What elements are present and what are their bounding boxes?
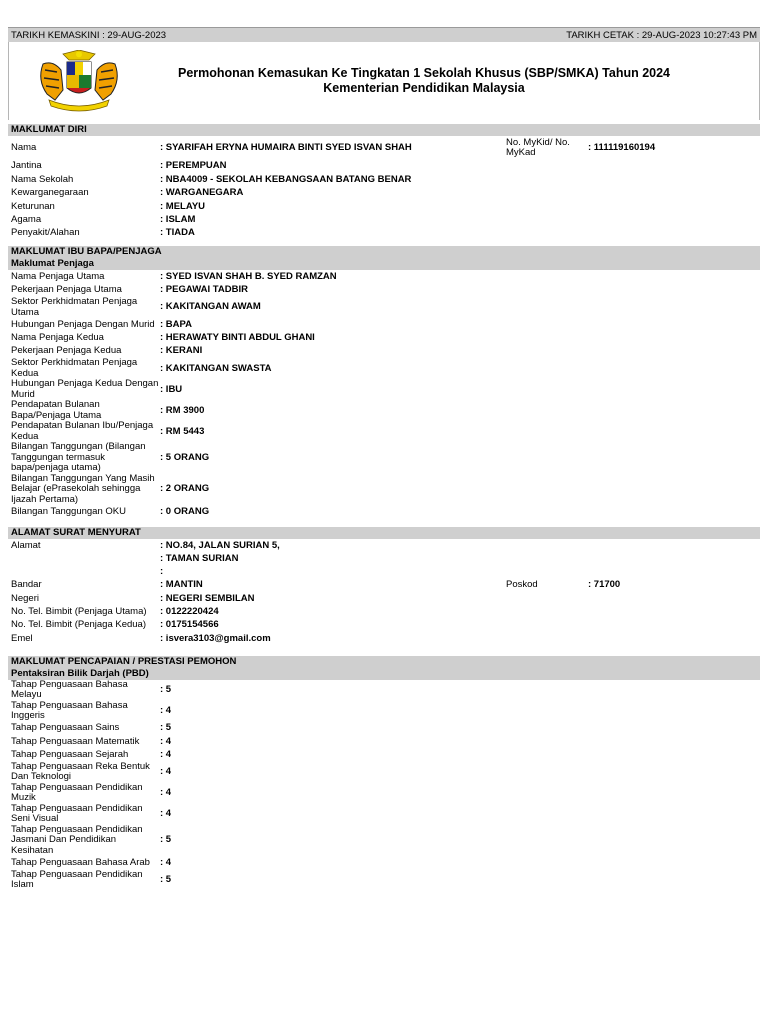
- field-value: : BAPA: [160, 318, 193, 330]
- field-row: [8, 332, 760, 345]
- field-label: Nama: [11, 141, 37, 153]
- field-label: Tahap Penguasaan Pendidikan Islam: [11, 868, 143, 891]
- field-label: Nama Penjaga Utama: [11, 270, 105, 282]
- field-value: : 5: [160, 834, 172, 846]
- field-row: [8, 825, 760, 857]
- field-value: : 0122220424: [160, 606, 219, 618]
- document-title: [149, 66, 759, 96]
- address-line: : NO.84, JALAN SURIAN 5,: [160, 539, 280, 551]
- row-nama: [8, 136, 760, 160]
- pbd-fields: [8, 680, 760, 891]
- field-row: [8, 318, 760, 331]
- field-value: : 71700: [588, 579, 621, 591]
- field-value: : NEGERI SEMBILAN: [160, 592, 255, 604]
- field-label: No. Tel. Bimbit (Penjaga Utama): [11, 606, 147, 618]
- field-value: : PEREMPUAN: [160, 160, 227, 172]
- field-label: Pendapatan Bulanan Ibu/Penjaga Kedua: [11, 420, 154, 442]
- field-row: [8, 505, 760, 518]
- field-value: : KAKITANGAN SWASTA: [160, 362, 272, 374]
- field-value: : 4: [160, 787, 172, 799]
- field-label: Tahap Penguasaan Bahasa Inggeris: [11, 699, 128, 722]
- field-value: : 111119160194: [588, 141, 656, 153]
- field-row: [8, 160, 760, 173]
- field-row: [8, 421, 760, 442]
- field-value: : 2 ORANG: [160, 483, 210, 495]
- field-value: : RM 5443: [160, 425, 205, 437]
- title-line-1: Permohonan Kemasukan Ke Tingkatan 1 Sekolah Khusus (SBP/SMKA) Tahun 2024: [177, 66, 671, 80]
- field-label: Hubungan Penjaga Kedua Dengan Murid: [11, 378, 159, 400]
- section-alamat: ALAMAT SURAT MENYURAT: [8, 527, 760, 539]
- updated-date: TARIKH KEMASKINI : 29-AUG-2023: [11, 29, 167, 41]
- field-row: [8, 749, 760, 762]
- field-label: Nama Sekolah: [11, 173, 74, 185]
- field-value: : 4: [160, 808, 172, 820]
- field-label: Tahap Penguasaan Sejarah: [11, 749, 129, 761]
- field-row: [8, 400, 760, 421]
- field-label: Emel: [11, 632, 33, 644]
- field-label: Bilangan Tanggungan Yang Masih Belajar (ePrasekolah sehingga Ijazah Pertama): [11, 472, 155, 505]
- field-value: : PEGAWAI TADBIR: [160, 284, 248, 296]
- field-value: : isvera3103@gmail.com: [160, 632, 271, 644]
- field-row: [8, 345, 760, 358]
- field-value: : KERANI: [160, 345, 203, 357]
- field-label: Tahap Penguasaan Pendidikan Seni Visual: [11, 802, 143, 825]
- field-label: Pendapatan Bulanan Bapa/Penjaga Utama: [11, 399, 102, 421]
- field-label: Tahap Penguasaan Pendidikan Jasmani Dan Pendidikan Kesihatan: [11, 823, 143, 856]
- field-label: No. MyKid/ No. MyKad: [506, 136, 570, 158]
- field-value: : 4: [160, 735, 172, 747]
- field-label: Tahap Penguasaan Matematik: [11, 735, 140, 747]
- field-row: [8, 358, 760, 379]
- field-label: Hubungan Penjaga Dengan Murid: [11, 318, 155, 330]
- field-value: : HERAWATY BINTI ABDUL GHANI: [160, 331, 315, 343]
- maklumat-penjaga-fields: [8, 270, 760, 518]
- field-value: : MANTIN: [160, 579, 203, 591]
- field-value: : 5 ORANG: [160, 451, 210, 463]
- row-alamat: [8, 539, 760, 579]
- address-line: : TAMAN SURIAN: [160, 553, 239, 565]
- field-label: Bandar: [11, 579, 42, 591]
- field-label: Bilangan Tanggungan OKU: [11, 505, 126, 517]
- field-value: : SYARIFAH ERYNA HUMAIRA BINTI SYED ISVAN SHAH: [160, 141, 412, 153]
- field-label: Tahap Penguasaan Bahasa Melayu: [11, 678, 128, 701]
- field-value: : RM 3900: [160, 404, 205, 416]
- field-label: Bilangan Tanggungan (Bilangan Tanggungan termasuk bapa/penjaga utama): [11, 441, 146, 474]
- field-row: [8, 200, 760, 213]
- field-row: [8, 856, 760, 869]
- section-maklumat-diri: MAKLUMAT DIRI: [8, 124, 760, 136]
- field-row: [8, 870, 760, 891]
- field-label: No. Tel. Bimbit (Penjaga Kedua): [11, 619, 147, 631]
- field-row: [8, 804, 760, 825]
- field-row: [8, 187, 760, 200]
- field-value: : IBU: [160, 383, 183, 395]
- field-row: [8, 442, 760, 474]
- field-label: Sektor Perkhidmatan Penjaga Utama: [11, 296, 138, 318]
- field-label: Pekerjaan Penjaga Utama: [11, 284, 122, 296]
- address-lines: [160, 539, 280, 579]
- field-value: : 0 ORANG: [160, 505, 210, 517]
- field-value: : KAKITANGAN AWAM: [160, 301, 261, 313]
- field-row: [8, 474, 760, 506]
- field-row: [8, 214, 760, 227]
- printed-date: TARIKH CETAK : 29-AUG-2023 10:27:43 PM: [566, 29, 757, 41]
- field-value: : 4: [160, 749, 172, 761]
- field-row: [8, 270, 760, 283]
- field-value: : NBA4009 - SEKOLAH KEBANGSAAN BATANG BENAR: [160, 173, 412, 185]
- field-label: Tahap Penguasaan Pendidikan Muzik: [11, 781, 143, 804]
- top-bar: [8, 27, 760, 42]
- field-value: : MELAYU: [160, 200, 206, 212]
- field-value: : 4: [160, 705, 172, 717]
- field-row: [8, 227, 760, 240]
- field-row: [8, 173, 760, 186]
- field-row: [8, 701, 760, 722]
- field-label: Pekerjaan Penjaga Kedua: [11, 345, 122, 357]
- field-label: Tahap Penguasaan Bahasa Arab: [11, 856, 150, 868]
- document-header: [8, 42, 760, 120]
- field-row: [8, 680, 760, 701]
- field-row: [8, 284, 760, 297]
- maklumat-diri-fields: [8, 160, 760, 240]
- field-value: : 5: [160, 684, 172, 696]
- field-label: Keturunan: [11, 200, 55, 212]
- section-maklumat-ibu-bapa: MAKLUMAT IBU BAPA/PENJAGA: [8, 246, 760, 258]
- field-row: [8, 722, 760, 735]
- field-row: [8, 297, 760, 318]
- row-bandar: [8, 579, 760, 592]
- field-label: Nama Penjaga Kedua: [11, 331, 104, 343]
- field-value: : WARGANEGARA: [160, 187, 244, 199]
- field-value: : 0175154566: [160, 619, 219, 631]
- field-row: [8, 619, 760, 632]
- subsection-maklumat-penjaga: Maklumat Penjaga: [8, 258, 760, 270]
- subsection-pbd: Pentaksiran Bilik Darjah (PBD): [8, 668, 760, 680]
- field-value: : 4: [160, 766, 172, 778]
- title-line-2: Kementerian Pendidikan Malaysia: [323, 81, 525, 95]
- alamat-fields: [8, 592, 760, 646]
- field-label: Jantina: [11, 160, 42, 172]
- field-row: [8, 606, 760, 619]
- field-label: Negeri: [11, 592, 39, 604]
- field-label: Sektor Perkhidmatan Penjaga Kedua: [11, 357, 138, 379]
- field-label: Penyakit/Alahan: [11, 227, 80, 239]
- coat-of-arms-icon: [9, 50, 149, 112]
- field-label: Alamat: [11, 539, 41, 551]
- address-line: :: [160, 566, 164, 578]
- field-value: : SYED ISVAN SHAH B. SYED RAMZAN: [160, 270, 337, 282]
- field-value: : 5: [160, 874, 172, 886]
- field-row: [8, 783, 760, 804]
- section-pencapaian: MAKLUMAT PENCAPAIAN / PRESTASI PEMOHON: [8, 656, 760, 668]
- field-row: [8, 632, 760, 645]
- field-value: : TIADA: [160, 227, 195, 239]
- field-row: [8, 592, 760, 605]
- field-row: [8, 735, 760, 748]
- field-label: Tahap Penguasaan Reka Bentuk Dan Teknologi: [11, 760, 150, 783]
- field-label: Kewarganegaraan: [11, 187, 89, 199]
- field-row: [8, 379, 760, 400]
- field-label: Tahap Penguasaan Sains: [11, 722, 120, 734]
- field-label: Poskod: [506, 579, 538, 591]
- field-value: : 5: [160, 722, 172, 734]
- field-label: Agama: [11, 214, 42, 225]
- field-value: : ISLAM: [160, 214, 196, 225]
- document-body: [8, 124, 760, 891]
- field-value: : 4: [160, 856, 172, 868]
- field-row: [8, 762, 760, 783]
